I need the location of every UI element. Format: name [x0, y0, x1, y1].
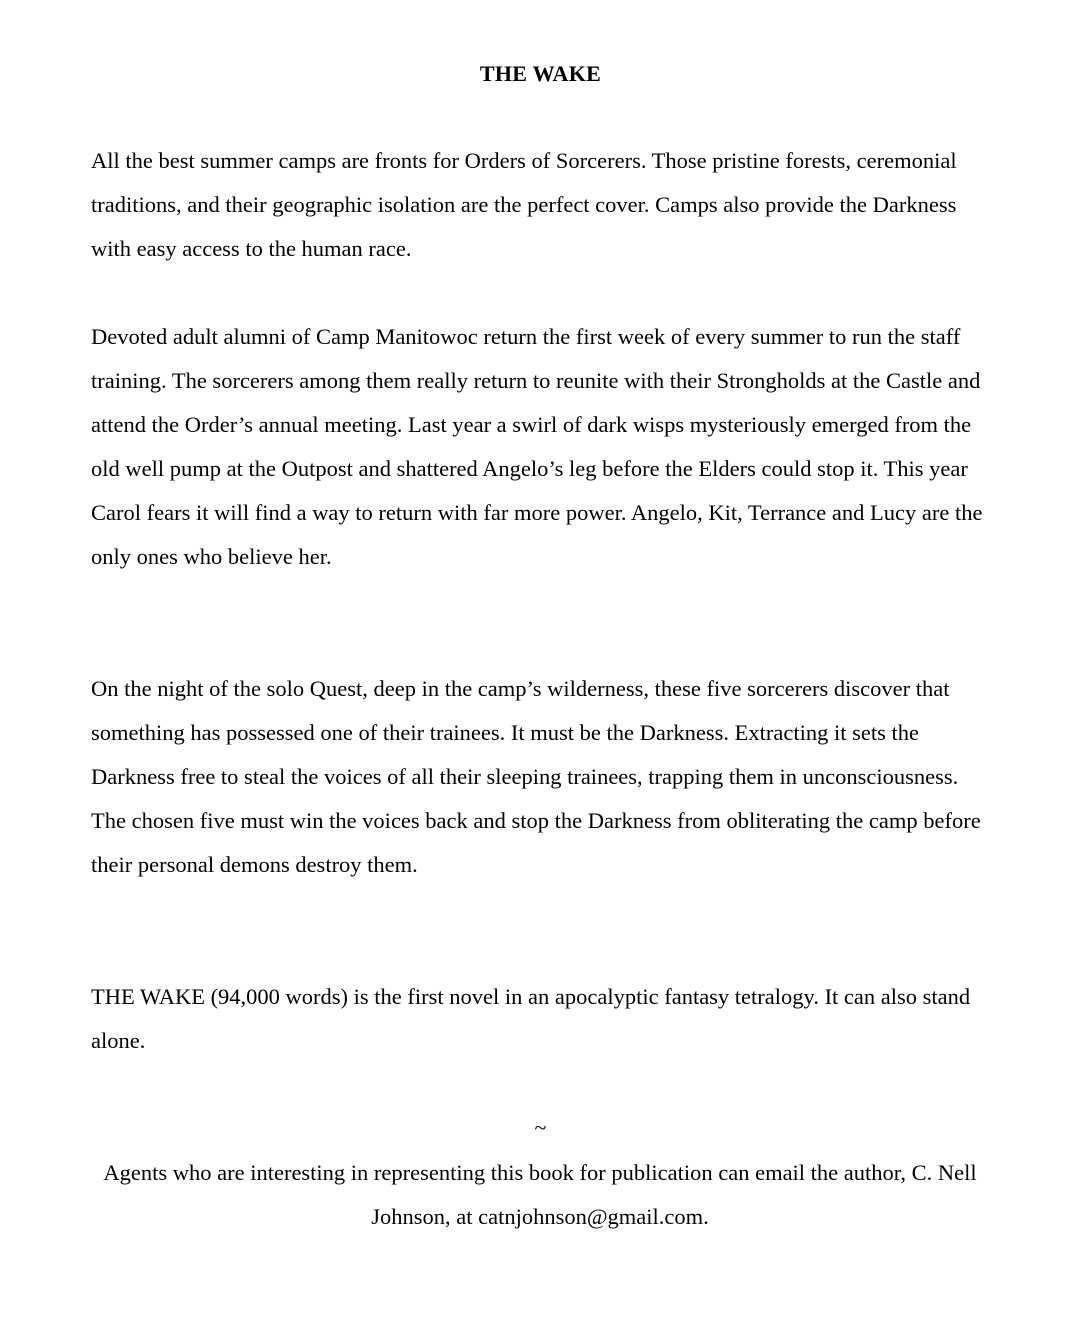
document-title: THE WAKE — [479, 61, 602, 86]
section-separator: ~ — [534, 1115, 547, 1140]
contact-note: Agents who are interesting in representing this book for publication can email the author, C. Nell Johnson, at catnjohnson@gmail.com. — [103, 1160, 977, 1229]
paragraph-setup: Devoted adult alumni of Camp Manitowoc return the first week of every summer to run the staff training. The sorcerers among them really return to reunite with their Strongholds at the Castle and attend the Order’s annual meeting. Last year a swirl of dark wisps mysteriously emerged from the old well pump at the Outpost and shattered Angelo’s leg before the Elders could stop it. This year Carol fears it will find a way to return with far more power. Angelo, Kit, Terrance and Lucy are the only ones who believe her. — [91, 324, 983, 569]
paragraph-premise: All the best summer camps are fronts for Orders of Sorcerers. Those pristine forests, ceremonial traditions, and their geographic isolation are the perfect cover. Camps also provide the Darkness with easy access to the human race. — [91, 148, 957, 261]
paragraph-word-count: THE WAKE (94,000 words) is the first novel in an apocalyptic fantasy tetralogy. It can also stand alone. — [91, 984, 971, 1053]
paragraph-conflict: On the night of the solo Quest, deep in the camp’s wilderness, these five sorcerers discover that something has possessed one of their trainees. It must be the Darkness. Extracting it sets the Darkness free to steal the voices of all their sleeping trainees, trapping them in unconsciousness. The chosen five must win the voices back and stop the Darkness from obliterating the camp before their personal demons destroy them. — [91, 676, 981, 877]
